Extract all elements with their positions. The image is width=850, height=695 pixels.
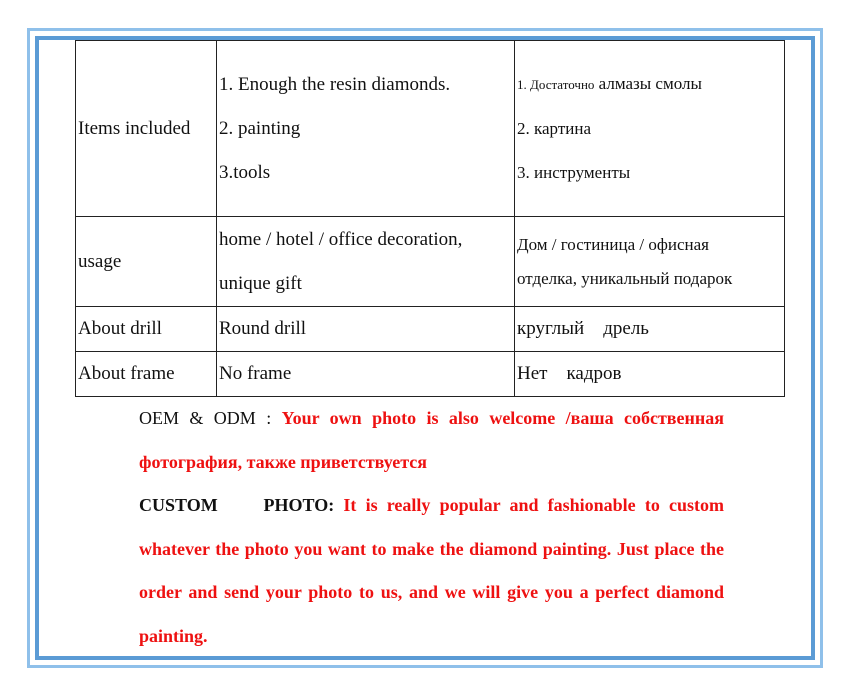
english-line: 1. Enough the resin diamonds. (219, 73, 451, 95)
russian-line-prefix: 1. Достаточно (517, 77, 595, 92)
russian-line: 3. инструменты (517, 163, 631, 182)
english-cell (217, 41, 515, 217)
custom-photo-label: CUSTOM PHOTO: (139, 495, 344, 515)
oem-paragraph (139, 397, 724, 484)
russian-line: Дом / гостиница / офисная (517, 234, 709, 254)
table-row-usage (76, 217, 785, 307)
english-cell: No frame (217, 352, 515, 397)
russian-cell: Нет кадров (515, 352, 785, 397)
custom-photo-paragraph (139, 484, 724, 658)
custom-photo-text: It is really popular and fashionable to custom whatever the photo you want to make the diamond painting. Just place the order and send your photo to us, and we will give you a perfect diamond painting. (139, 495, 725, 646)
english-cell: Round drill (217, 307, 515, 352)
row-label: Items included (76, 41, 217, 217)
row-label: About drill (76, 307, 217, 352)
english-line: unique gift (219, 272, 302, 294)
russian-line: отделка, уникальный подарок (517, 268, 733, 288)
english-line: 2. painting (219, 117, 301, 139)
russian-line (517, 62, 784, 107)
russian-line: 2. картина (517, 119, 591, 138)
row-label: About frame (76, 352, 217, 397)
english-line: 3.tools (219, 161, 271, 183)
russian-cell: круглый дрель (515, 307, 785, 352)
russian-cell (515, 41, 785, 217)
oem-text: Your own photo is also welcome /ваша собственная фотография, также приветствуется (139, 408, 724, 472)
row-label: usage (76, 217, 217, 307)
english-cell (217, 217, 515, 307)
product-spec-table (75, 40, 785, 397)
custom-order-notes (139, 397, 724, 658)
table-row-items-included (76, 41, 785, 217)
table-row-about-frame (76, 352, 785, 397)
oem-label: OEM & ODM : (139, 408, 282, 428)
russian-cell (515, 217, 785, 307)
russian-line-rest: алмазы смолы (594, 74, 702, 93)
table-row-about-drill (76, 307, 785, 352)
english-line: home / hotel / office decoration, (219, 228, 463, 250)
